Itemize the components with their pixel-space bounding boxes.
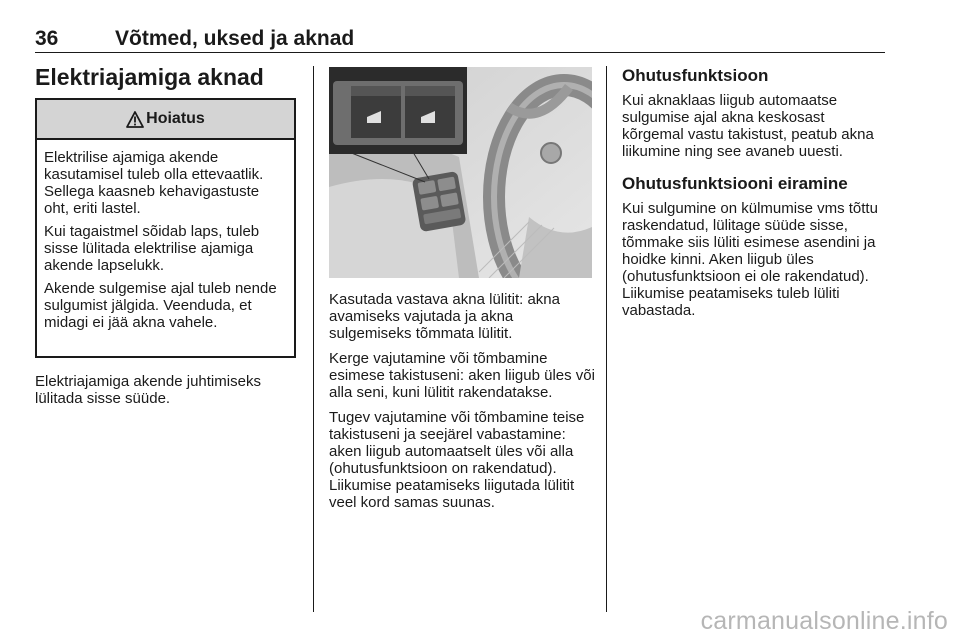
warning-body — [37, 140, 294, 331]
running-title: Võtmed, uksed ja aknad — [115, 27, 355, 50]
instruction-paragraph: Kerge vajutamine või tõmbamine esimese takistuseni: aken liigub üles või alla seni, kuni lülitit rakendatakse. — [329, 350, 595, 401]
warning-triangle-icon — [126, 111, 144, 128]
column-rule-left — [313, 66, 314, 612]
switch-instructions — [329, 291, 595, 519]
warning-paragraph: Kui tagaistmel sõidab laps, tuleb sisse lülitada elektrilise ajamiga akende lapselukk. — [44, 223, 260, 274]
section-title: Elektriajamiga aknad — [35, 64, 264, 90]
safety-function-heading: Ohutusfunktsioon — [622, 66, 769, 85]
window-switch-illustration — [329, 67, 592, 278]
safety-function-paragraph: Kui aknaklaas liigub automaatse sulgumise ajal akna keskosast kõrgemal vastu takistust, peatub akna liikumine ning see avaneb uuesti. — [622, 92, 874, 160]
safety-override-paragraph: Kui sulgumine on külmumise vms tõttu raskendatud, lülitage süüde sisse, tõmmake siis lüliti esimese asendini ja hoidke kinni. Aken liigub üles (ohutusfunktsioon ei ole rakendatud). Liikumise peatamiseks tuleb lüliti vabastada. — [622, 200, 878, 319]
instruction-paragraph: Kasutada vastava akna lülitit: akna avamiseks vajutada ja akna sulgemiseks tõmmata lülitit. — [329, 291, 560, 342]
safety-override-heading: Ohutusfunktsiooni eiramine — [622, 174, 848, 193]
warning-paragraph: Elektrilise ajamiga akende kasutamisel tuleb olla ettevaatlik. Sellega kaasneb kehavigastuste oht, eriti lastel. — [44, 149, 264, 217]
warning-paragraph: Akende sulgemise ajal tuleb nende sulgumist jälgida. Veenduda, et midagi ei jää akna vahele. — [44, 280, 277, 331]
watermark: carmanualsonline.info — [700, 607, 948, 635]
safety-function-section — [622, 66, 886, 333]
page-number: 36 — [35, 27, 59, 50]
warning-header — [37, 100, 294, 140]
instruction-paragraph: Tugev vajutamine või tõmbamine teise takistuseni ja seejärel vabastamine: aken liigub automaatselt üles või alla (ohutusfunktsioon on rakendatud). Liikumise peatamiseks liigutada lülitit veel kord samas suunas. — [329, 409, 585, 511]
ignition-paragraph: Elektriajamiga akende juhtimiseks lülitada sisse süüde. — [35, 373, 261, 407]
warning-title: Hoiatus — [146, 110, 205, 127]
header-rule — [35, 52, 885, 53]
column-rule-right — [606, 66, 607, 612]
warning-box — [35, 98, 296, 358]
